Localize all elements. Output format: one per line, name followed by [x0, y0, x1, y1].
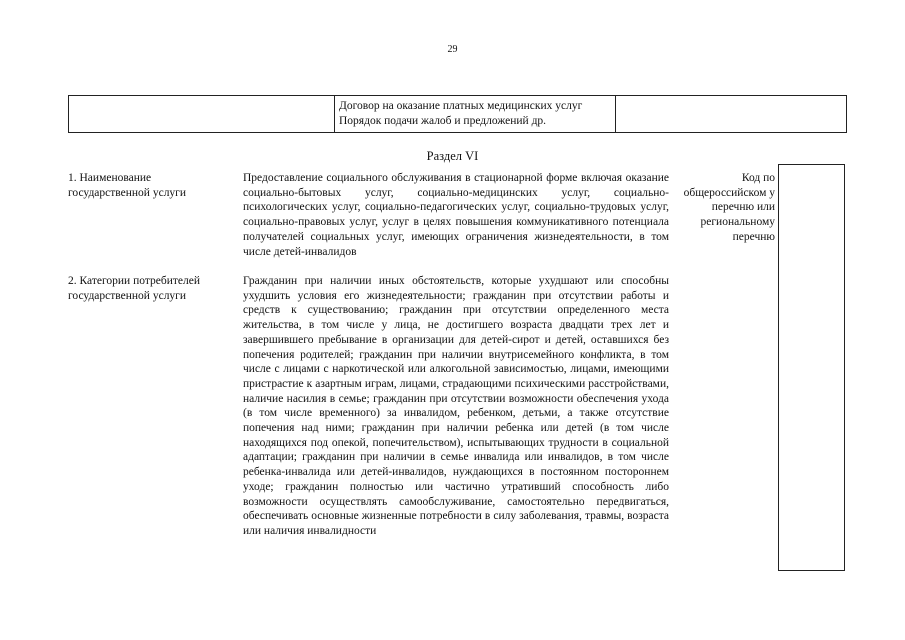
code-box: [778, 164, 845, 571]
table-cell-line: Договор на оказание платных медицинских услуг: [339, 100, 583, 112]
row-label-service-name: 1. Наименование государственной услуги: [68, 172, 187, 199]
code-label: Код по общероссийском у перечню или региональному перечню: [683, 172, 775, 243]
row-body-service-name: Предоставление социального обслуживания в стационарной форме включая оказание социально-бытовых услуг, социально-медицинских услуг, социально-психологических услуг, социально-педагогических услуг, социально-трудовых услуг, социально-правовых услуг, услуг в целях повышения коммуникативного потенциала получателей социальных услуг, имеющих ограничения жизнедеятельности, в том числе детей-инвалидов: [243, 172, 669, 258]
row-body-consumer-categories: Гражданин при наличии иных обстоятельств, которые ухудшают или способны ухудшить условия его жизнедеятельности; гражданин при отсутствии работы и средств к существованию; гражданин при отсутствии определенного места жительства, в том числе у лица, не достигшего возраста двадцати трех лет и завершившего пребывание в организации для детей-сирот и детей, оставшихся без попечения родителей; гражданин при наличии внутрисемейного конфликта, в том числе с лицами с наркотической или алкогольной зависимостью, лицами, имеющими пристрастие к азартным играм, лицами, страдающими психическими расстройствами, наличие насилия в семье; гражданин при отсутствии возможности обеспечения ухода (в том числе временного) за инвалидом, ребенком, детьми, а также отсутствие попечения над ними; гражданин при наличии ребенка или детей (в том числе находящихся под опекой, попечительством), испытывающих трудности в социальной адаптации; гражданин при наличии в семье инвалида или инвалидов, в том числе ребенка-инвалида или детей-инвалидов, нуждающихся в постоянном постороннем уходе; гражданин полностью или частично утративший способность либо возможности осуществлять самообслуживание, самостоятельно передвигаться, обеспечивать основные жизненные потребности в силу заболевания, травмы, возраста или наличия инвалидности: [243, 275, 669, 537]
page-number: 29: [447, 44, 458, 55]
table-cell-documents: [339, 99, 582, 129]
table-column-divider: [615, 96, 616, 132]
row-label-consumer-categories: 2. Категории потребителей государственной услуги: [68, 275, 200, 302]
table-cell-line: Порядок подачи жалоб и предложений др.: [339, 115, 547, 127]
continuation-table: [68, 95, 847, 133]
section-title: Раздел VI: [426, 149, 479, 163]
table-column-divider: [334, 96, 335, 132]
